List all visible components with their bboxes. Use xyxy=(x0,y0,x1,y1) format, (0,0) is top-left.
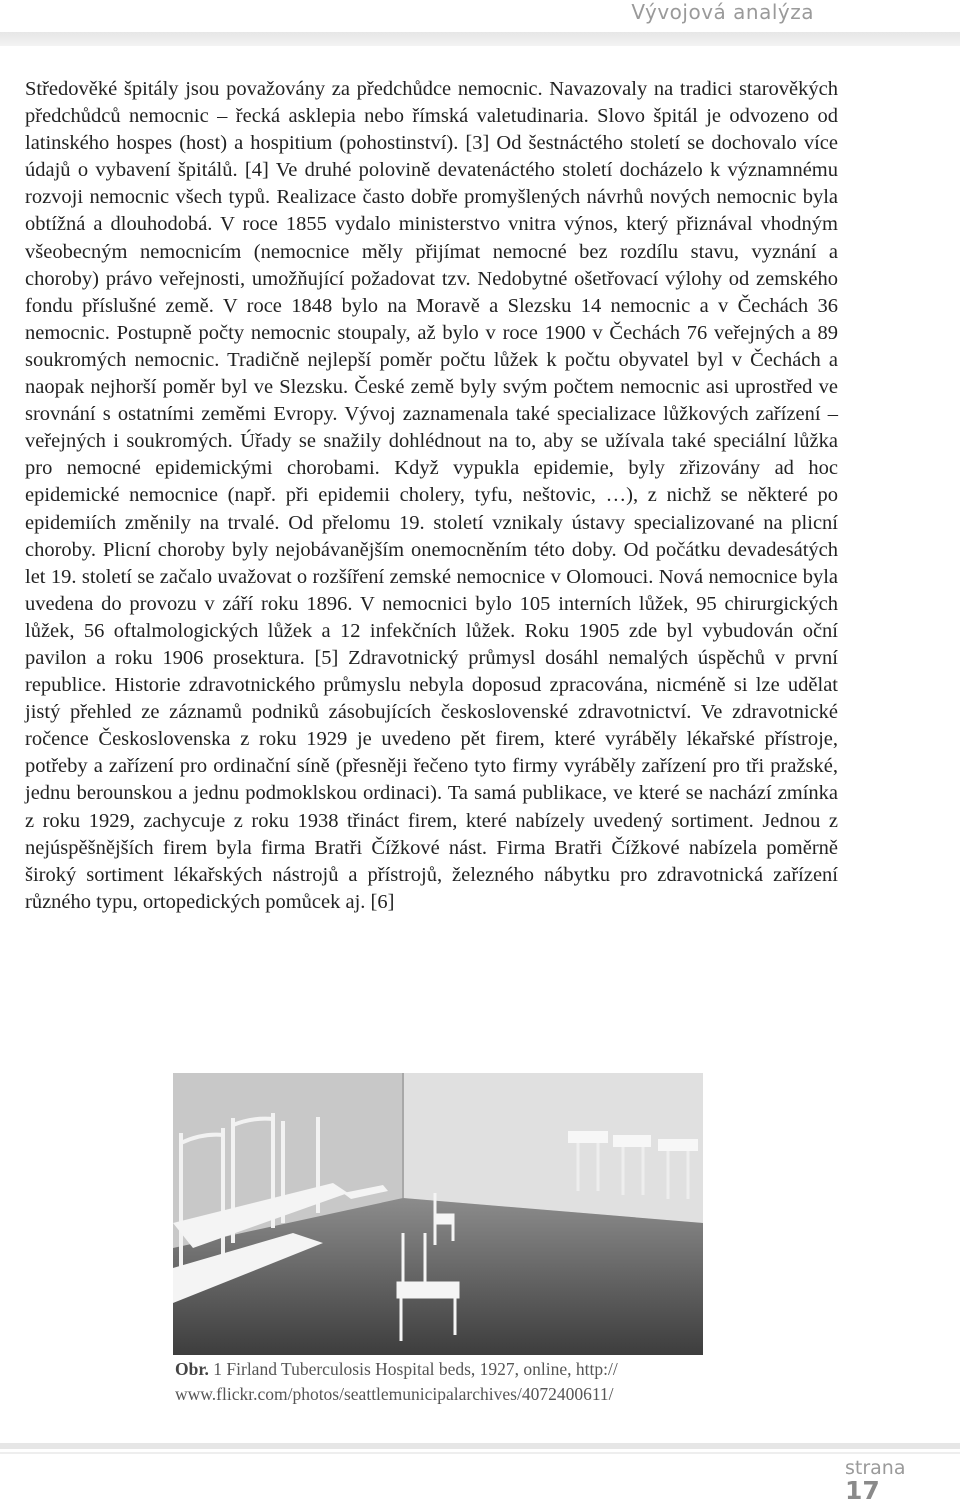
body-paragraph: Středověké špitály jsou považovány za předchůdce nemocnic. Navazovaly na tradici starověkých předchůdců nemocnic – řecká asklepia nebo římská valetudinaria. Slovo špitál je odvozeno od latinského hospes (host) a hospitium (pohostinství). [3] Od šestnáctého století se dochovalo více údajů o vybavení špitálů. [4] Ve druhé polovině devatenáctého století docházelo k významnému rozvoji nemocnic všech typů. Realizace často dobře promyšlených návrhů nových nemocnic byla obtížná a dlouhodobá. V roce 1855 vydalo ministerstvo vnitra výnos, který přiznával vhodným všeobecným nemocnicím (nemocnice měly přijímat nemocné bez rozdílu stavu, vyznání a choroby) právo veřejnosti, umožňující požadovat tzv. Nedobytné ošetřovací výlohy od zemského fondu příslušné země. V roce 1848 bylo na Moravě a Slezsku 14 nemocnic a v Čechách 36 nemocnic. Postupně počty nemocnic stoupaly, až bylo v roce 1900 v Čechách 76 veřejných a 89 soukromých nemocnic. Tradičně nejlepší poměr počtu lůžek k počtu obyvatel byl v Čechách a naopak nejhorší poměr byl ve Slezsku. České země byly svým počtem nemocnic asi uprostřed ve srovnání s ostatními zeměmi Evropy. Vývoj zaznamenala také specializace lůžkových zařízení – veřejných i soukromých. Úřady se snažily dohlédnout na to, aby se užívala také speciální lůžka pro nemocné epidemickými chorobami. Když vypukla epidemie, byly zřizovány ad hoc epidemické nemocnice (např. při epidemii cholery, tyfu, neštovic, …), z nichž se některé po epidemiích změnily na trvalé. Od přelomu 19. století vznikaly ústavy specializované na plicní choroby. Plicní choroby byly nejobávanějším onemocněním této doby. Od počátku devadesátých let 19. století se začalo uvažovat o rozšíření zemské nemocnice v Olomouci. Nová nemocnice byla uvedena do provozu v září roku 1896. V nemocnici bylo 105 interních lůžek, 95 chirurgických lůžek, 56 oftalmologických lůžek a 12 infekčních lůžek. Roku 1905 zde byl vybudován oční pavilon a roku 1906 prosektura. [5] Zdravotnický průmysl dosáhl nemalých úspěchů v první republice. Historie zdravotnického průmyslu nebyla doposud zpracována, nicméně si lze udělat jistý přehled ze záznamů podniků zásobujících československé zdravotnictví. Ve zdravotnické ročence Československa z roku 1929 je uvedeno pět firem, které vyráběly lékařské přístroje, potřeby a zařízení pro ordinační síně (přesněji řečeno tyto firmy vyráběly zařízení pro tři pražské, jednu berounskou a jednu podmoklskou ordinaci). Ta samá publikace, ve které se nachází zmínka z roku 1929, zachycuje z roku 1938 třináct firem, které nabízely uvedený sortiment. Jednou z nejúspěšnějších firem byla firma Bratři Čížkové nást. Firma Bratři Čížkové nabízela poměrně široký sortiment lékařských nástrojů a přístrojů, železného nábytku pro zdravotnická zařízení různého typu, ortopedických pomůcek aj. [6] xyxy=(25,78,838,913)
footer-rule-thin xyxy=(0,1452,960,1454)
hospital-ward-photo xyxy=(173,1073,703,1355)
figure-caption xyxy=(175,1357,715,1407)
header-rule xyxy=(0,32,960,46)
running-header-title: Vývojová analýza xyxy=(631,0,814,24)
page-number: 17 xyxy=(845,1476,880,1505)
figure-caption-text: 1 Firland Tuberculosis Hospital beds, 1927, online, http:// www.flickr.com/photos/seattlemunicipalarchives/4072400611/ xyxy=(175,1359,618,1404)
body-text xyxy=(25,76,838,916)
footer-rule xyxy=(0,1443,960,1449)
page-label: strana xyxy=(845,1457,906,1479)
hospital-ward-photo-illustration xyxy=(173,1073,703,1355)
figure-label: Obr. xyxy=(175,1359,209,1379)
